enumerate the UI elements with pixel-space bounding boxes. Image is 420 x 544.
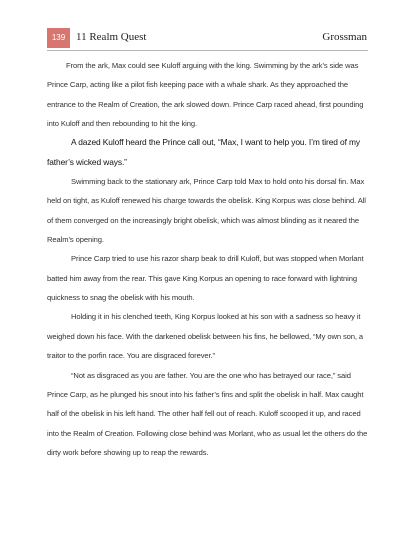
page-header <box>0 0 420 50</box>
header-divider <box>47 50 368 51</box>
paragraph: From the ark, Max could see Kuloff arguing with the king. Swimming by the ark’s side was Prince Carp, acting like a pilot fish keeping pace with a whale shark. As they approached the entrance to the Realm of Creation, the ark slowed down. Prince Carp raced ahead, first pounding into Kuloff and then rebounding to hit the king. <box>47 61 364 129</box>
page-body <box>47 56 369 462</box>
paragraph: A dazed Kuloff heard the Prince call out, “Max, I want to help you. I’m tired of my father’s wicked ways.” <box>47 137 361 167</box>
paragraph: Holding it in his clenched teeth, King Korpus looked at his son with a sadness so heavy it weighed down his face. With the darkened obelisk between his fins, he bellowed, “My own son, a traitor to the porfin race. You are disgraced forever.” <box>47 312 364 361</box>
paragraph: “Not as disgraced as you are father. You are the one who has betrayed our race,” said Prince Carp, as he plunged his snout into his father’s fins and split the obelisk in half. Max caught half of the obelisk in his left hand. The other half fell out of reach. Kuloff scooped it up, and raced into the Realm of Creation. Following close behind was Morlant, who as usual let the others do the dirty work before showing up to reap the rewards. <box>47 370 368 457</box>
page-number-badge: 139 <box>47 28 70 48</box>
paragraph: Prince Carp tried to use his razor sharp beak to drill Kuloff, but was stopped when Morlant batted him away from the rear. This gave King Korpus an opening to race forward with lightning quickness to snag the obelisk with his mouth. <box>47 254 364 303</box>
book-title: 11 Realm Quest <box>76 31 147 43</box>
paragraph: Swimming back to the stationary ark, Prince Carp told Max to hold onto his dorsal fin. Max held on tight, as Kuloff renewed his charge towards the obelisk. King Korpus was close behind. All of them converged on the increasingly bright obelisk, which was almost blinding as it neared the Realm’s opening. <box>47 177 366 245</box>
author-name: Grossman <box>322 31 367 43</box>
